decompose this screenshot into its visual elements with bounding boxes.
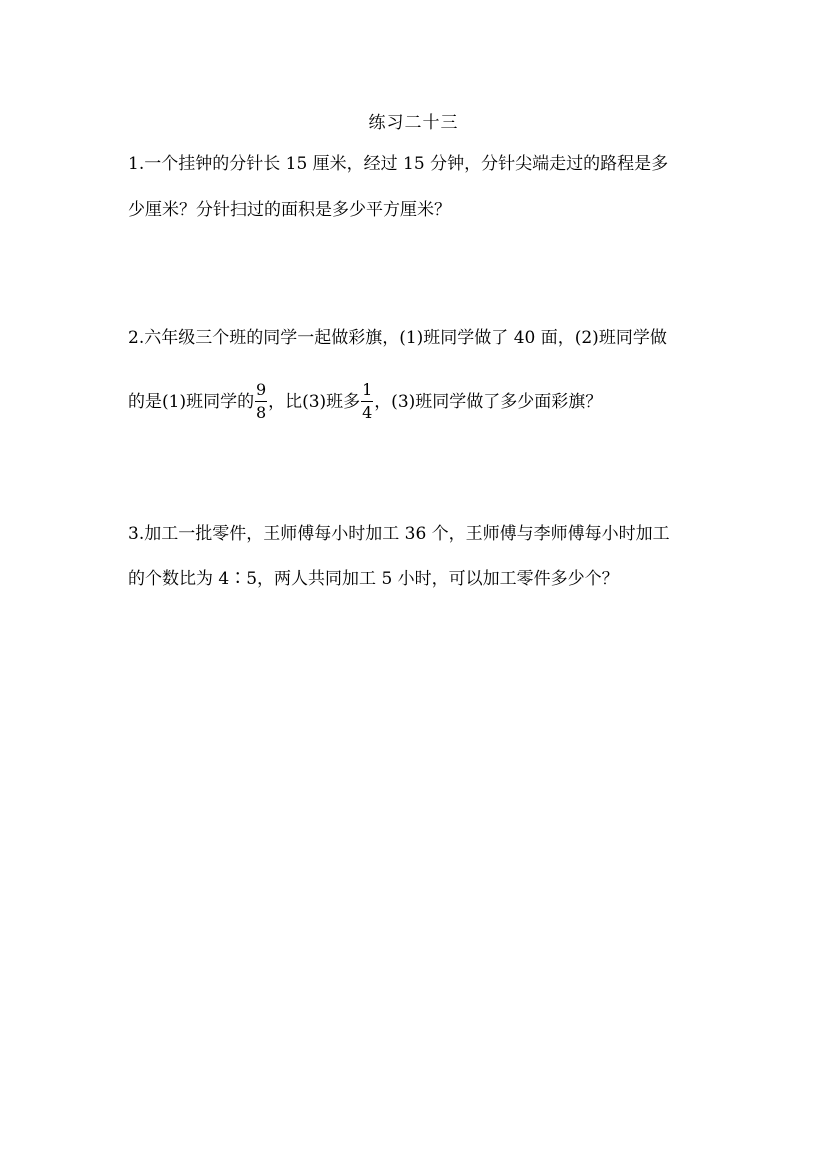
fraction-one-quarter bbox=[361, 380, 373, 423]
fraction-1-denominator: 8 bbox=[256, 403, 267, 422]
problem-1-line-2: 少厘米？分针扫过的面积是多少平方厘米？ bbox=[128, 200, 451, 220]
problem-2-text-c: ，(3)班同学做了多少面彩旗？ bbox=[374, 392, 603, 412]
problem-3-line-2: 的个数比为 4∶5，两人共同加工 5 小时，可以加工零件多少个？ bbox=[128, 569, 619, 589]
fraction-nine-eighths bbox=[255, 380, 267, 423]
page-title: 练习二十三 bbox=[368, 113, 459, 133]
fraction-1-numerator: 9 bbox=[256, 380, 267, 399]
problem-1-line-1: 1.一个挂钟的分针长 15 厘米，经过 15 分钟，分针尖端走过的路程是多 bbox=[128, 154, 669, 174]
problem-2-line-2 bbox=[128, 381, 718, 424]
fraction-1-bar bbox=[255, 401, 267, 402]
fraction-2-numerator: 1 bbox=[362, 380, 373, 399]
problem-2-line-1: 2.六年级三个班的同学一起做彩旗，(1)班同学做了 40 面，(2)班同学做 bbox=[128, 328, 667, 348]
fraction-2-bar bbox=[361, 401, 373, 402]
fraction-2-denominator: 4 bbox=[362, 403, 373, 422]
problem-2-text-a: 的是(1)班同学的 bbox=[128, 392, 255, 412]
problem-3-line-1: 3.加工一批零件，王师傅每小时加工 36 个，王师傅与李师傅每小时加工 bbox=[128, 524, 670, 544]
problem-2-text-b: ，比(3)班多 bbox=[268, 392, 361, 412]
